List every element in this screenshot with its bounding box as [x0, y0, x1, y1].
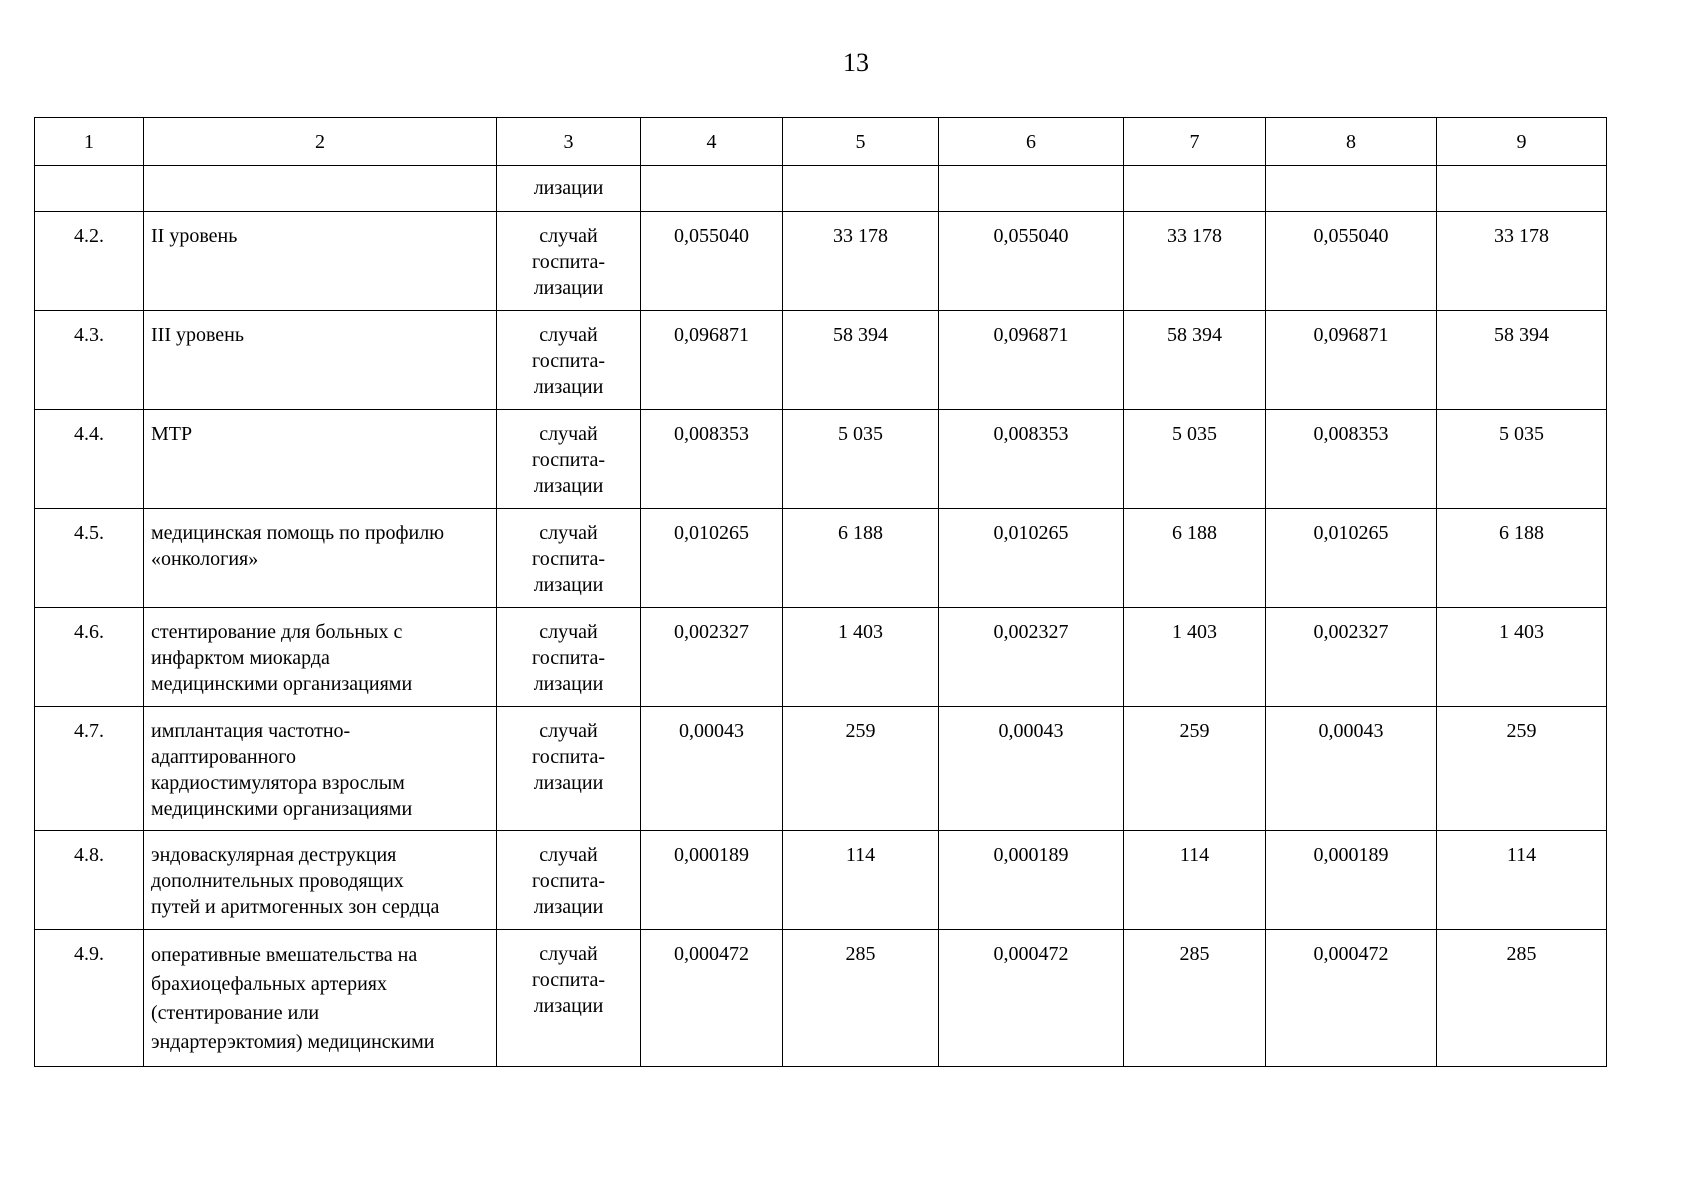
value-cell: 0,002327 — [1266, 608, 1437, 707]
row-name-line: оперативные вмешательства на — [151, 944, 418, 966]
value-cell: 0,008353 — [939, 410, 1124, 509]
row-unit-cell — [497, 930, 641, 1067]
value-cell: 0,000189 — [1266, 831, 1437, 930]
value-cell: 285 — [1437, 930, 1607, 1067]
row-number-cell: 4.2. — [35, 212, 144, 311]
column-header: 5 — [783, 118, 939, 166]
value-cell — [1124, 166, 1266, 212]
value-cell: 0,00043 — [641, 707, 783, 831]
value-cell — [939, 166, 1124, 212]
row-unit-line: случай — [539, 324, 598, 346]
row-number-cell: 4.4. — [35, 410, 144, 509]
value-cell: 0,096871 — [1266, 311, 1437, 410]
value-cell: 0,055040 — [641, 212, 783, 311]
row-name-cell: III уровень — [144, 311, 497, 410]
row-unit-line: лизации — [533, 772, 604, 794]
row-name-line: путей и аритмогенных зон сердца — [151, 896, 440, 918]
value-cell: 259 — [1437, 707, 1607, 831]
value-cell: 0,008353 — [1266, 410, 1437, 509]
table-row — [35, 930, 1607, 1067]
row-unit-cell — [497, 509, 641, 608]
row-name-cell — [144, 831, 497, 930]
value-cell: 0,002327 — [939, 608, 1124, 707]
value-cell: 114 — [783, 831, 939, 930]
value-cell — [1266, 166, 1437, 212]
row-name-cell: МТР — [144, 410, 497, 509]
table-row — [35, 608, 1607, 707]
value-cell: 114 — [1124, 831, 1266, 930]
row-unit-line: случай — [539, 225, 598, 247]
row-unit-cell: лизации — [497, 166, 641, 212]
row-unit-line: лизации — [533, 995, 604, 1017]
value-cell: 0,096871 — [939, 311, 1124, 410]
column-header: 1 — [35, 118, 144, 166]
row-name-line: медицинскими организациями — [151, 798, 413, 820]
row-name-line: эндоваскулярная деструкция — [151, 844, 397, 866]
value-cell: 1 403 — [1437, 608, 1607, 707]
row-name-line: стентирование для больных с — [151, 621, 403, 643]
row-unit-line: госпита- — [531, 548, 605, 570]
row-number-cell: 4.5. — [35, 509, 144, 608]
value-cell: 1 403 — [1124, 608, 1266, 707]
value-cell: 259 — [1124, 707, 1266, 831]
row-unit-cell — [497, 608, 641, 707]
value-cell: 285 — [783, 930, 939, 1067]
value-cell: 285 — [1124, 930, 1266, 1067]
value-cell: 5 035 — [783, 410, 939, 509]
table-row-continuation — [35, 166, 1607, 212]
row-number-cell: 4.6. — [35, 608, 144, 707]
value-cell: 0,002327 — [641, 608, 783, 707]
value-cell: 0,00043 — [939, 707, 1124, 831]
row-name-line: кардиостимулятора взрослым — [151, 772, 405, 794]
value-cell: 33 178 — [1437, 212, 1607, 311]
row-name-line: медицинская помощь по профилю — [151, 522, 445, 544]
row-name-line: инфарктом миокарда — [151, 647, 330, 669]
column-header: 8 — [1266, 118, 1437, 166]
value-cell: 6 188 — [1124, 509, 1266, 608]
row-name-line: брахиоцефальных артериях — [151, 973, 387, 995]
row-unit-cell — [497, 707, 641, 831]
row-unit-line: госпита- — [531, 969, 605, 991]
row-name-line: «онкология» — [151, 548, 259, 570]
row-name-cell — [144, 166, 497, 212]
row-name-cell — [144, 707, 497, 831]
row-unit-line: случай — [539, 720, 598, 742]
value-cell: 0,096871 — [641, 311, 783, 410]
row-unit-cell — [497, 831, 641, 930]
row-unit-line: госпита- — [531, 449, 605, 471]
row-name-cell: II уровень — [144, 212, 497, 311]
row-unit-cell — [497, 212, 641, 311]
table-row — [35, 509, 1607, 608]
row-unit-line: лизации — [533, 673, 604, 695]
value-cell: 5 035 — [1437, 410, 1607, 509]
value-cell: 5 035 — [1124, 410, 1266, 509]
value-cell: 0,010265 — [1266, 509, 1437, 608]
value-cell: 58 394 — [1437, 311, 1607, 410]
row-unit-line: лизации — [533, 574, 604, 596]
value-cell: 58 394 — [1124, 311, 1266, 410]
column-header: 4 — [641, 118, 783, 166]
row-name-cell — [144, 930, 497, 1067]
row-unit-line: лизации — [533, 896, 604, 918]
table-row — [35, 831, 1607, 930]
value-cell: 33 178 — [1124, 212, 1266, 311]
table-row — [35, 311, 1607, 410]
value-cell: 0,055040 — [1266, 212, 1437, 311]
table-row — [35, 212, 1607, 311]
value-cell: 0,010265 — [641, 509, 783, 608]
row-unit-cell — [497, 410, 641, 509]
value-cell: 114 — [1437, 831, 1607, 930]
row-unit-line: лизации — [533, 277, 604, 299]
value-cell: 0,000472 — [939, 930, 1124, 1067]
value-cell: 0,000472 — [1266, 930, 1437, 1067]
row-name-cell — [144, 608, 497, 707]
value-cell — [783, 166, 939, 212]
value-cell: 0,000472 — [641, 930, 783, 1067]
value-cell: 0,000189 — [939, 831, 1124, 930]
value-cell: 259 — [783, 707, 939, 831]
row-unit-line: случай — [539, 621, 598, 643]
value-cell: 0,010265 — [939, 509, 1124, 608]
column-header: 2 — [144, 118, 497, 166]
column-header: 7 — [1124, 118, 1266, 166]
column-header: 9 — [1437, 118, 1607, 166]
row-name-line: (стентирование или — [151, 1002, 320, 1024]
row-name-line: дополнительных проводящих — [151, 870, 404, 892]
table-header-row — [35, 118, 1607, 166]
row-unit-line: лизации — [533, 475, 604, 497]
row-unit-line: госпита- — [531, 350, 605, 372]
column-header: 6 — [939, 118, 1124, 166]
value-cell — [641, 166, 783, 212]
row-unit-line: случай — [539, 522, 598, 544]
row-unit-line: госпита- — [531, 251, 605, 273]
row-unit-line: случай — [539, 943, 598, 965]
row-number-cell — [35, 166, 144, 212]
row-unit-cell — [497, 311, 641, 410]
value-cell: 58 394 — [783, 311, 939, 410]
value-cell: 33 178 — [783, 212, 939, 311]
value-cell: 0,00043 — [1266, 707, 1437, 831]
row-unit-line: госпита- — [531, 647, 605, 669]
row-name-line: имплантация частотно- — [151, 720, 351, 742]
table-row — [35, 410, 1607, 509]
value-cell — [1437, 166, 1607, 212]
row-unit-line: госпита- — [531, 870, 605, 892]
row-number-cell: 4.9. — [35, 930, 144, 1067]
value-cell: 0,055040 — [939, 212, 1124, 311]
value-cell: 0,008353 — [641, 410, 783, 509]
data-table — [34, 117, 1607, 1067]
row-unit-line: госпита- — [531, 746, 605, 768]
row-name-line: медицинскими организациями — [151, 673, 413, 695]
row-number-cell: 4.8. — [35, 831, 144, 930]
row-unit-line: случай — [539, 844, 598, 866]
row-unit-line: лизации — [533, 376, 604, 398]
value-cell: 6 188 — [783, 509, 939, 608]
row-name-line: адаптированного — [151, 746, 296, 768]
page-number: 13 — [843, 48, 869, 77]
row-unit-line: случай — [539, 423, 598, 445]
column-header: 3 — [497, 118, 641, 166]
row-number-cell: 4.7. — [35, 707, 144, 831]
value-cell: 0,000189 — [641, 831, 783, 930]
row-name-cell — [144, 509, 497, 608]
row-name-line: эндартерэктомия) медицинскими — [151, 1031, 435, 1053]
value-cell: 6 188 — [1437, 509, 1607, 608]
value-cell: 1 403 — [783, 608, 939, 707]
row-number-cell: 4.3. — [35, 311, 144, 410]
table-row — [35, 707, 1607, 831]
